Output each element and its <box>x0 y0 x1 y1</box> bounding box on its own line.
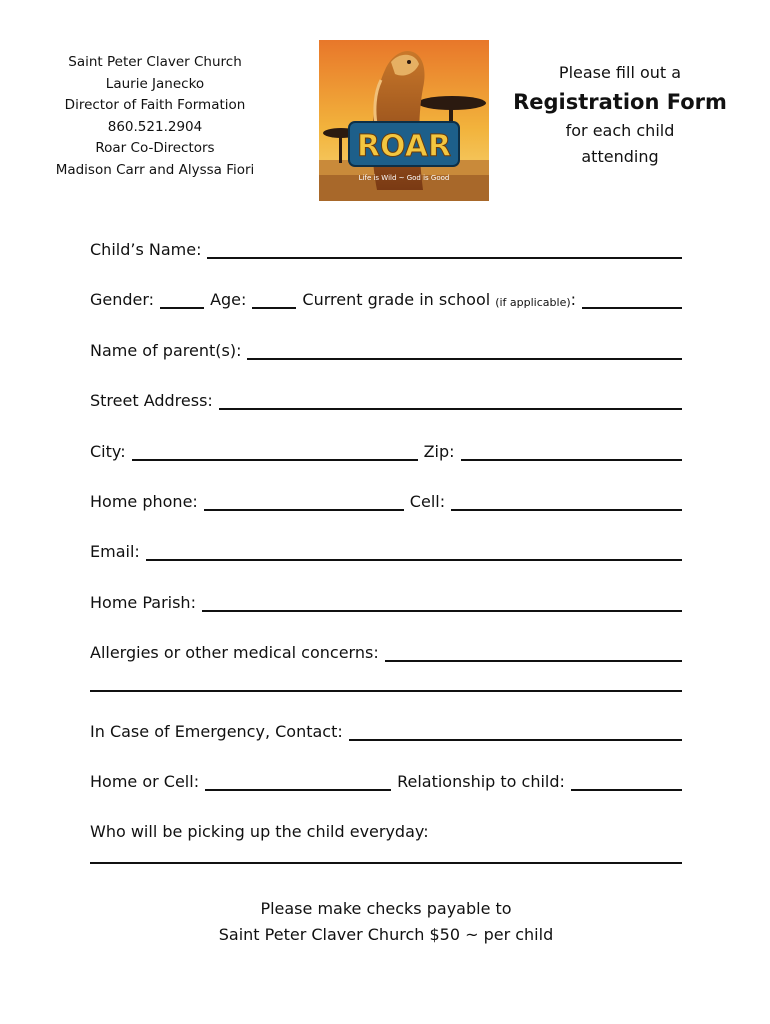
contact-block <box>40 52 270 182</box>
roar-tagline: Life is Wild ~ God is Good <box>358 174 450 182</box>
gender-line[interactable] <box>160 293 204 309</box>
age-label: Age: <box>210 290 247 309</box>
child-name-row <box>90 240 682 259</box>
email-line[interactable] <box>146 545 682 561</box>
parish-line[interactable] <box>202 596 682 612</box>
zip-line[interactable] <box>461 445 682 461</box>
registration-note <box>505 60 735 170</box>
codirectors-names: Madison Carr and Alyssa Fiori <box>55 161 255 178</box>
parish-row <box>90 593 682 612</box>
city-zip-row <box>90 442 682 461</box>
phone-row <box>90 492 682 511</box>
codirectors-title: Roar Co-Directors <box>95 140 215 157</box>
relationship-label: Relationship to child: <box>397 772 565 791</box>
grade-line[interactable] <box>582 293 682 309</box>
home-or-cell-line[interactable] <box>205 775 391 791</box>
home-cell-row <box>90 772 682 791</box>
street-label: Street Address: <box>90 391 213 410</box>
gender-age-grade-row <box>90 290 682 309</box>
relationship-line[interactable] <box>571 775 682 791</box>
contact-role: Director of Faith Formation <box>64 97 246 114</box>
registration-line1: Please fill out a <box>558 63 682 82</box>
age-line[interactable] <box>252 293 296 309</box>
street-row <box>90 391 682 410</box>
zip-label: Zip: <box>423 442 455 461</box>
home-or-cell-label: Home or Cell: <box>90 772 200 791</box>
payment-line2: Saint Peter Claver Church $50 ~ per child <box>218 925 554 944</box>
pickup-label: Who will be picking up the child everyday: <box>90 822 429 841</box>
registration-title: Registration Form <box>513 90 727 114</box>
emergency-line[interactable] <box>349 725 682 741</box>
allergies-label: Allergies or other medical concerns: <box>90 643 379 662</box>
city-label: City: <box>90 442 126 461</box>
cell-label: Cell: <box>409 492 446 511</box>
contact-phone: 860.521.2904 <box>107 118 203 135</box>
child-name-label: Child’s Name: <box>90 240 202 259</box>
parents-line[interactable] <box>247 344 682 360</box>
contact-name: Laurie Janecko <box>105 75 205 92</box>
street-line[interactable] <box>219 394 682 410</box>
home-phone-line[interactable] <box>204 495 404 511</box>
allergies-line[interactable] <box>385 646 682 662</box>
church-name: Saint Peter Claver Church <box>68 54 242 70</box>
city-line[interactable] <box>132 445 418 461</box>
grade-colon: : <box>570 290 577 309</box>
pickup-row <box>90 822 682 841</box>
emergency-label: In Case of Emergency, Contact: <box>90 722 343 741</box>
email-label: Email: <box>90 542 140 561</box>
emergency-row <box>90 722 682 741</box>
email-row <box>90 542 682 561</box>
allergies-extra-line[interactable] <box>90 690 682 692</box>
grade-note: (if applicable) <box>495 296 571 309</box>
registration-line4: attending <box>581 147 659 166</box>
pickup-line[interactable] <box>90 862 682 864</box>
parents-label: Name of parent(s): <box>90 341 242 360</box>
parish-label: Home Parish: <box>90 593 196 612</box>
payment-line1: Please make checks payable to <box>260 899 512 918</box>
roar-logo-art <box>319 40 489 201</box>
grade-label: Current grade in school <box>302 290 491 309</box>
cell-line[interactable] <box>451 495 682 511</box>
parents-row <box>90 341 682 360</box>
roar-word: ROAR <box>356 129 452 164</box>
registration-line3: for each child <box>565 121 675 140</box>
allergies-row <box>90 643 682 662</box>
home-phone-label: Home phone: <box>90 492 198 511</box>
payment-note <box>90 896 682 948</box>
roar-logo <box>319 40 489 201</box>
gender-label: Gender: <box>90 290 155 309</box>
child-name-line[interactable] <box>207 243 682 259</box>
